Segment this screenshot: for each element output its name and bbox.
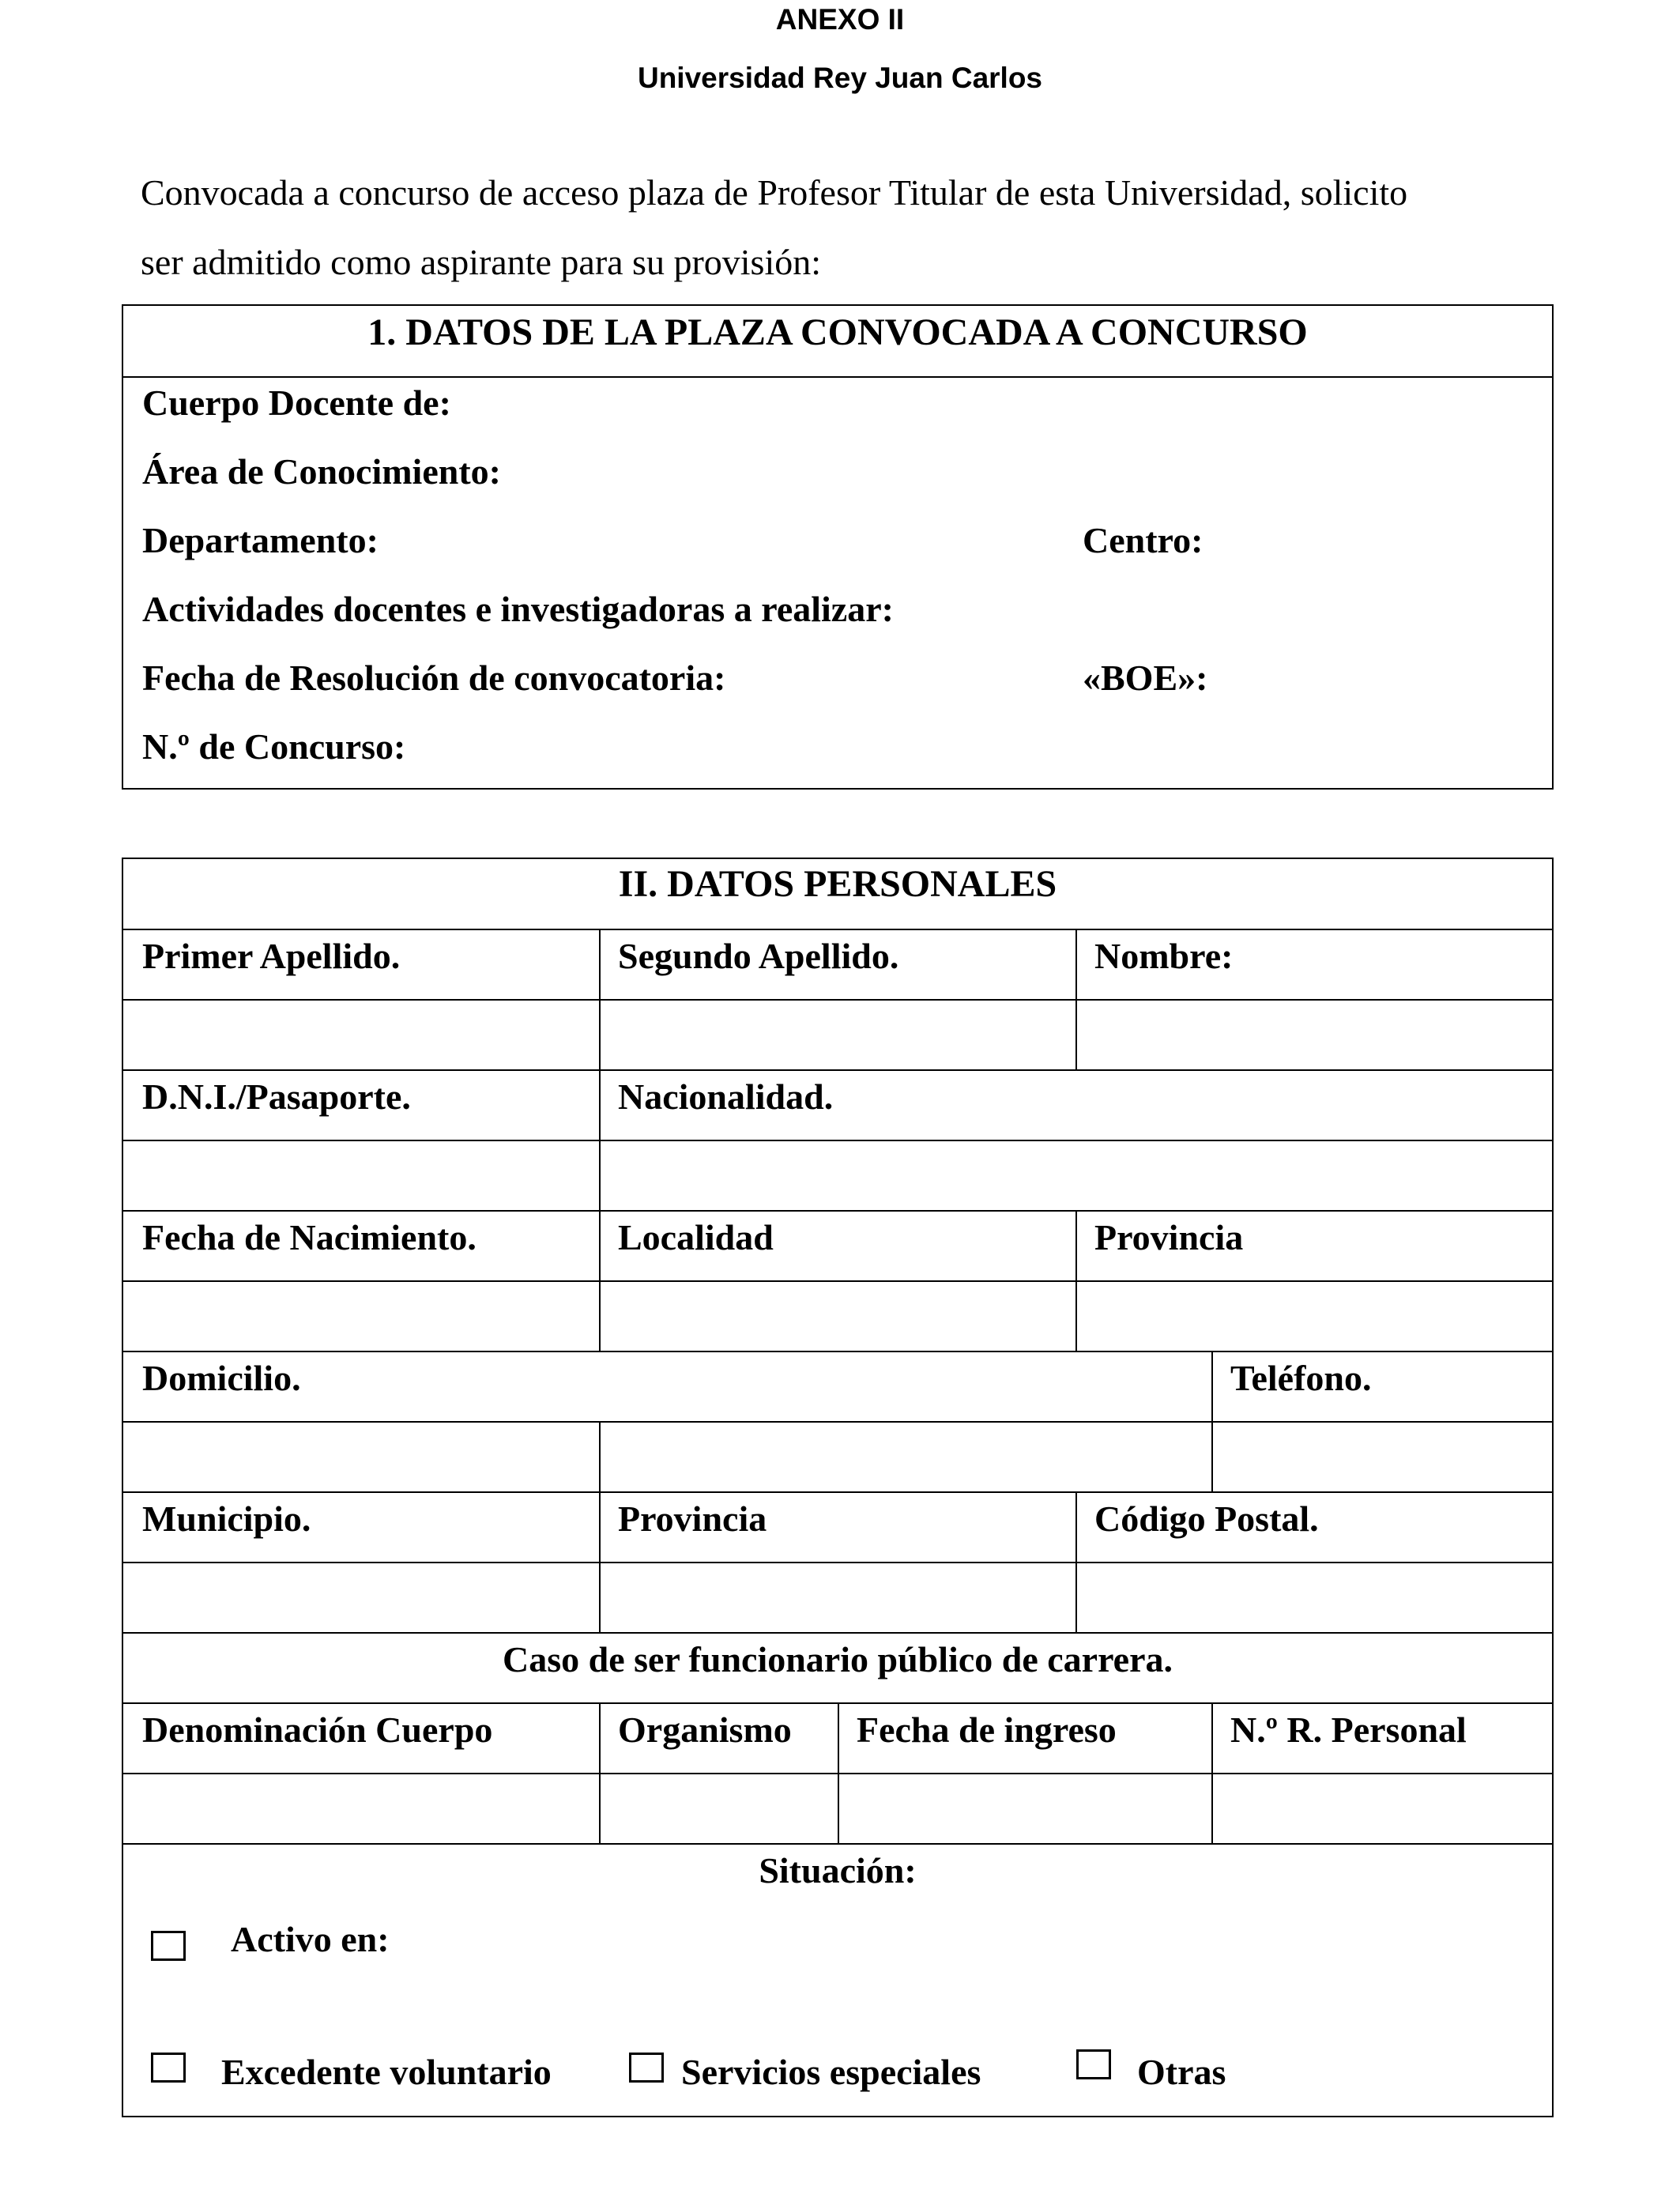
col-divider [1075, 1491, 1077, 1632]
row-divider [123, 1491, 1552, 1493]
col-divider [1075, 929, 1077, 1069]
row-divider [123, 1280, 1552, 1282]
row-divider [123, 1562, 1552, 1563]
funcionario-title: Caso de ser funcionario público de carrera. [503, 1639, 1173, 1679]
row-divider [123, 999, 1552, 1001]
codigo-postal-label: Código Postal. [1094, 1498, 1319, 1539]
area-conocimiento-label: Área de Conocimiento: [142, 451, 501, 492]
activo-label: Activo en: [231, 1919, 390, 1959]
activo-checkbox[interactable] [151, 1931, 186, 1961]
servicios-checkbox[interactable] [629, 2053, 664, 2083]
row-divider [123, 1140, 1552, 1141]
provincia-label: Provincia [1094, 1217, 1244, 1257]
row-divider [123, 1069, 1552, 1071]
departamento-label: Departamento: [142, 520, 379, 560]
col-divider [599, 1210, 601, 1351]
num-concurso-label: N.º de Concurso: [142, 726, 406, 767]
intro-text [141, 158, 1563, 297]
row-divider [123, 1843, 1552, 1845]
nacionalidad-label: Nacionalidad. [618, 1076, 834, 1117]
row-divider [123, 1421, 1552, 1423]
organismo-label: Organismo [618, 1710, 792, 1750]
section-personal-title: II. DATOS PERSONALES [618, 863, 1057, 905]
nombre-label: Nombre: [1094, 936, 1234, 976]
cuerpo-docente-label: Cuerpo Docente de: [142, 383, 451, 423]
provincia-domicilio-label: Provincia [618, 1498, 767, 1539]
intro-line-2: ser admitido como aspirante para su provisión: [141, 242, 822, 282]
col-divider [838, 1702, 839, 1843]
excedente-label: Excedente voluntario [221, 2052, 552, 2092]
col-divider [599, 1069, 601, 1210]
otras-label: Otras [1137, 2052, 1226, 2092]
domicilio-label: Domicilio. [142, 1358, 301, 1398]
fecha-resolucion-label: Fecha de Resolución de convocatoria: [142, 658, 726, 698]
municipio-label: Municipio. [142, 1498, 311, 1539]
nrp-label: N.º R. Personal [1230, 1710, 1467, 1750]
actividades-label: Actividades docentes e investigadoras a realizar: [142, 589, 894, 629]
primer-apellido-label: Primer Apellido. [142, 936, 401, 976]
col-divider [1075, 1210, 1077, 1351]
col-divider [599, 929, 601, 1069]
localidad-label: Localidad [618, 1217, 774, 1257]
segundo-apellido-label: Segundo Apellido. [618, 936, 899, 976]
excedente-checkbox[interactable] [151, 2053, 186, 2083]
fecha-ingreso-label: Fecha de ingreso [857, 1710, 1117, 1750]
row-divider [123, 929, 1552, 930]
row-divider [123, 1632, 1552, 1634]
divider [123, 376, 1552, 378]
col-divider [599, 1491, 601, 1632]
row-divider [123, 1351, 1552, 1352]
col-divider [599, 1421, 601, 1491]
university-name: Universidad Rey Juan Carlos [637, 62, 1043, 94]
annex-title: ANEXO II [775, 3, 905, 36]
otras-checkbox[interactable] [1076, 2049, 1111, 2079]
situacion-title: Situación: [759, 1850, 917, 1891]
telefono-label: Teléfono. [1230, 1358, 1372, 1398]
section-personal-box [122, 858, 1554, 2117]
col-divider [1211, 1702, 1213, 1843]
fecha-nacimiento-label: Fecha de Nacimiento. [142, 1217, 477, 1257]
denominacion-cuerpo-label: Denominación Cuerpo [142, 1710, 493, 1750]
section-plaza-box [122, 304, 1554, 790]
row-divider [123, 1210, 1552, 1212]
intro-line-1: Convocada a concurso de acceso plaza de Profesor Titular de esta Universidad, solicito [141, 172, 1408, 213]
boe-label: «BOE»: [1083, 658, 1208, 698]
col-divider [1211, 1351, 1213, 1491]
col-divider [599, 1702, 601, 1843]
centro-label: Centro: [1083, 520, 1203, 560]
section-plaza-title: 1. DATOS DE LA PLAZA CONVOCADA A CONCURSO [367, 311, 1308, 353]
servicios-label: Servicios especiales [681, 2052, 981, 2092]
dni-label: D.N.I./Pasaporte. [142, 1076, 411, 1117]
